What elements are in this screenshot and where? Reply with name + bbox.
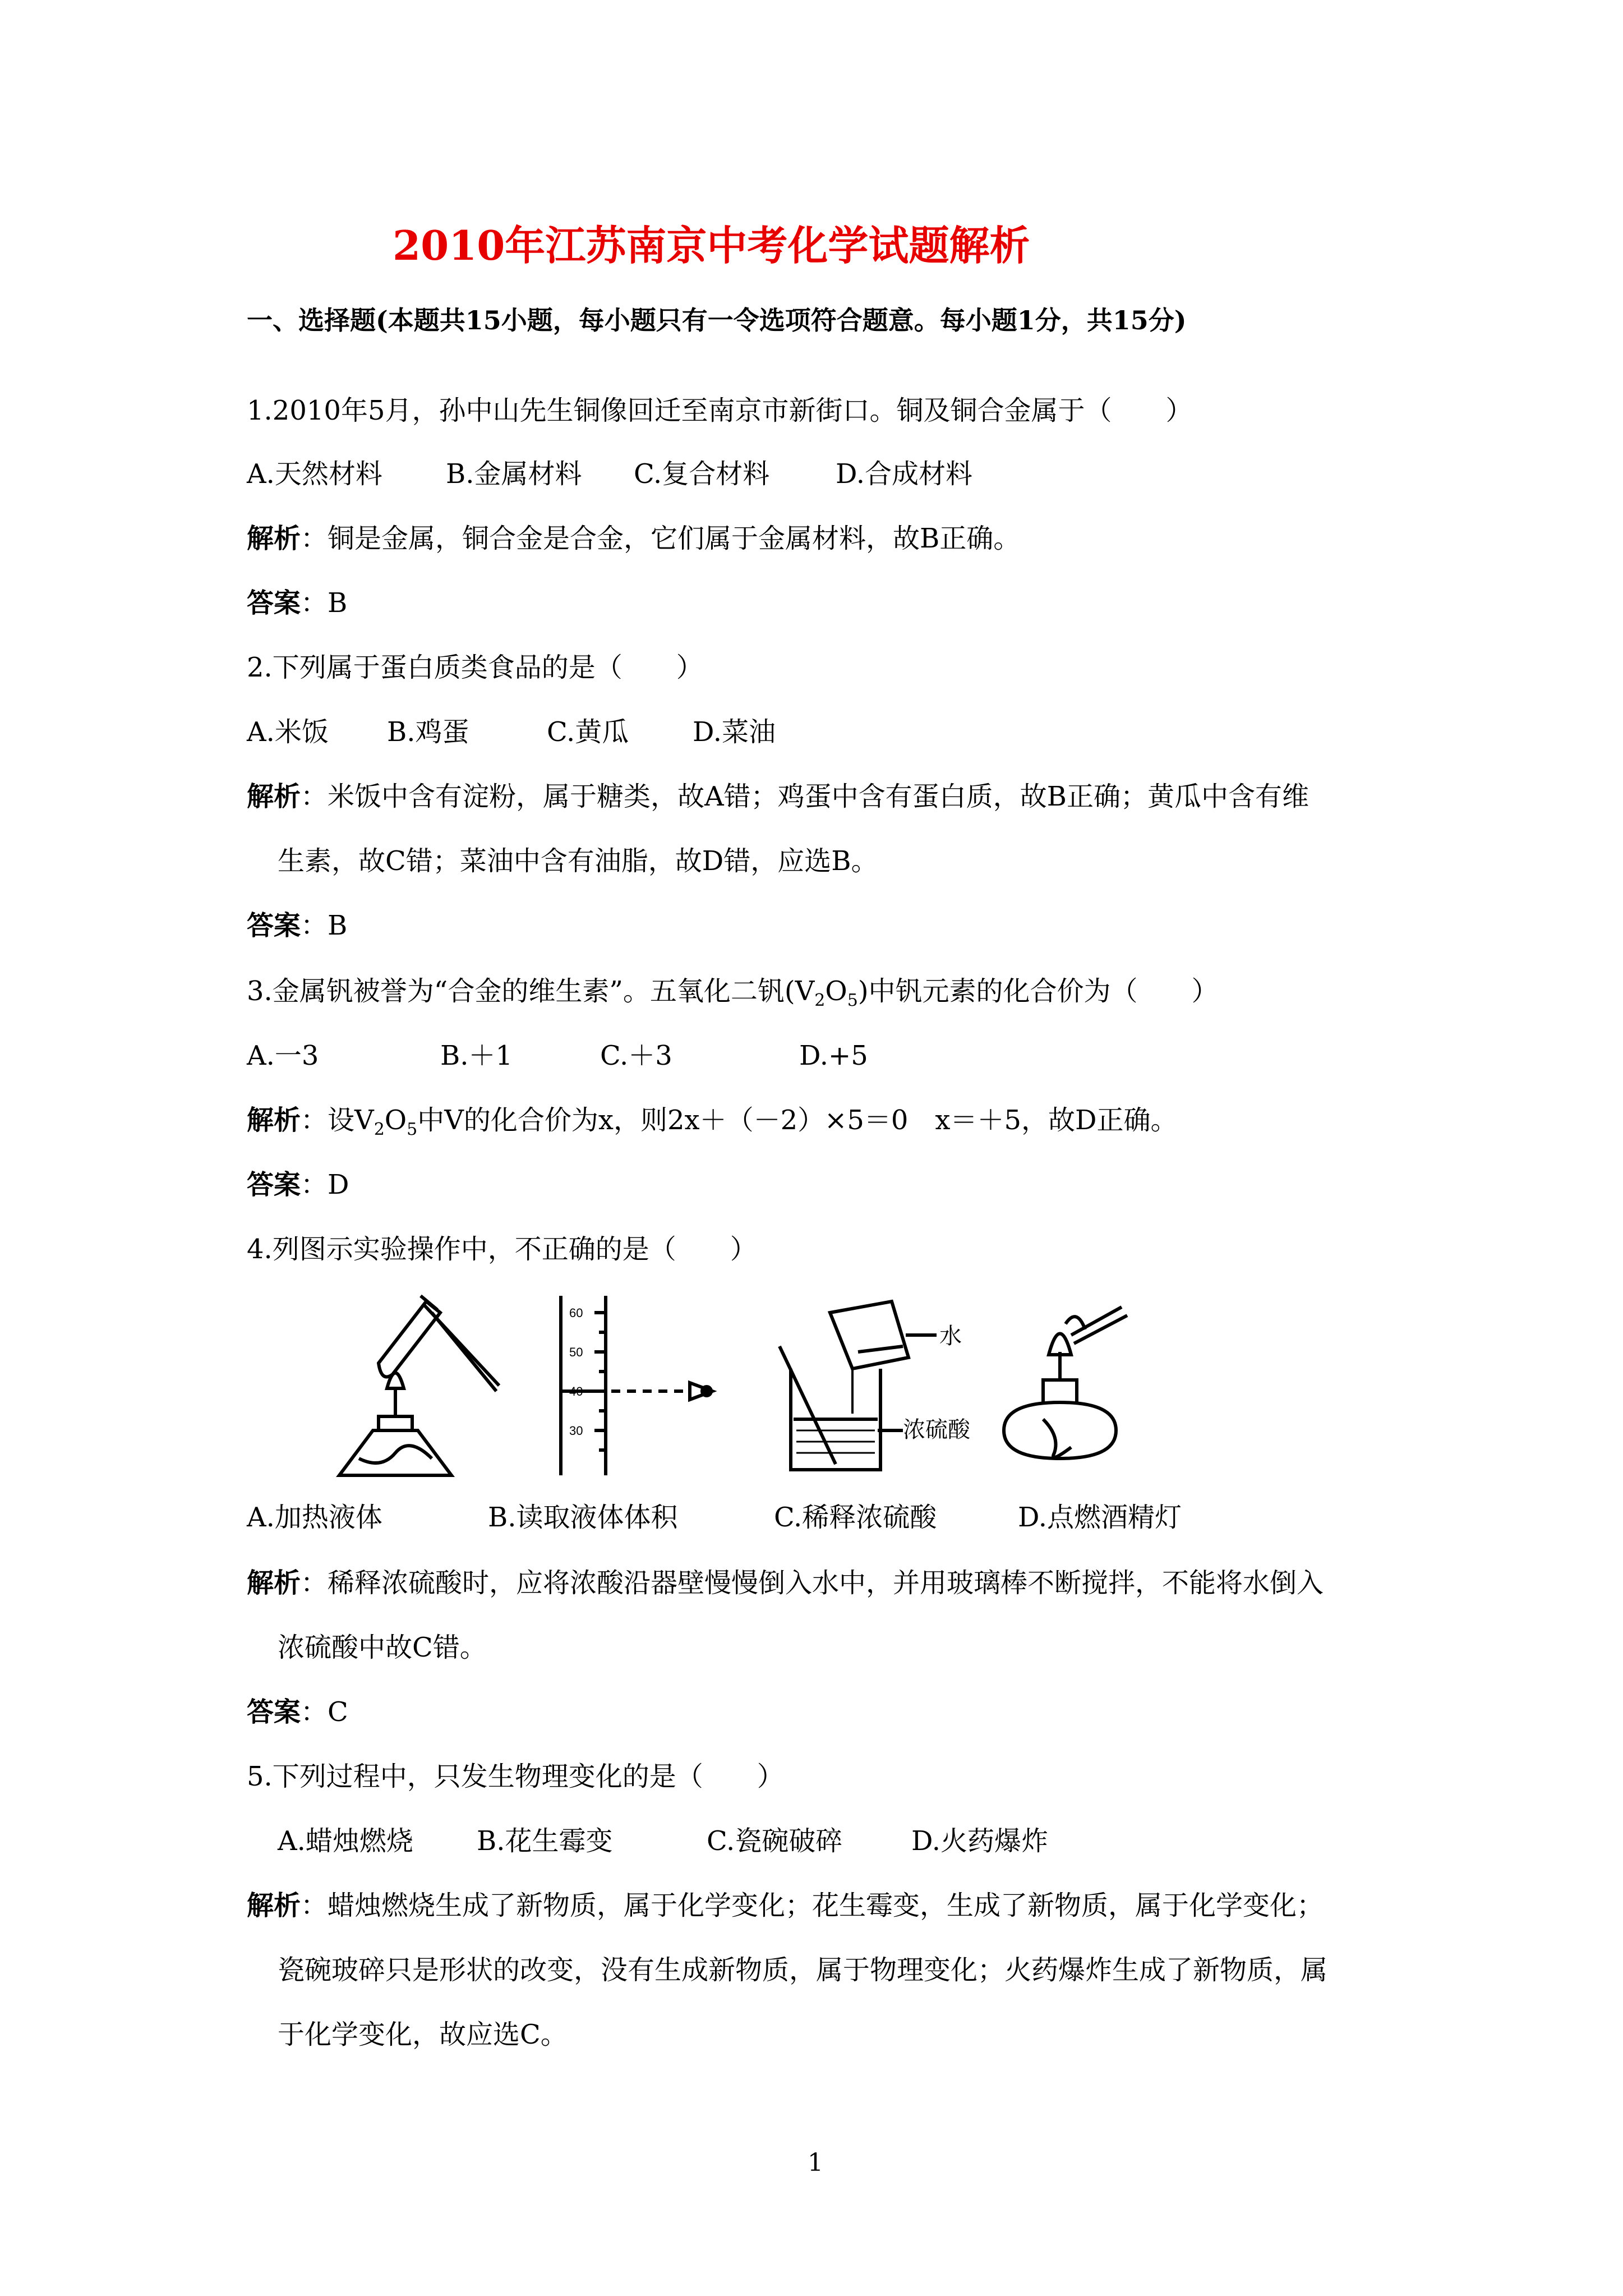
q3-stem: [247, 974, 1219, 1008]
q4-option-b: B.读取液体体积: [488, 1502, 678, 1533]
q4-option-c: C.稀释浓硫酸: [774, 1502, 937, 1533]
q5-option-d: D.火药爆炸: [911, 1825, 1049, 1857]
q2-option-a: A.米饭: [247, 716, 329, 748]
analysis-label: 解析: [247, 1567, 301, 1599]
fig-label-acid: 浓硫酸: [903, 1417, 970, 1443]
q5-analysis-line1: [247, 1889, 1324, 1922]
q3-sub-5: 5: [847, 991, 858, 1010]
fig-tick-30: 30: [569, 1424, 583, 1438]
analysis-label: 解析: [247, 523, 301, 554]
q5-analysis-line3: 于化学变化，故应选C。: [278, 2019, 568, 2050]
q5-stem: 5.下列过程中，只发生物理变化的是（ ）: [247, 1761, 784, 1792]
q4-analysis-line1: [247, 1566, 1324, 1600]
q3-answer-text: ：D: [301, 1169, 349, 1200]
page-number: 1: [808, 2148, 823, 2177]
q5-analysis-text-1: ：蜡烛燃烧生成了新物质，属于化学变化；花生霉变，生成了新物质，属于化学变化；: [301, 1890, 1324, 1921]
q1-stem: 1.2010年5月，孙中山先生铜像回迁至南京市新街口。铜及铜合金属于（ ）: [247, 395, 1193, 426]
q4-answer-text: ：C: [301, 1696, 348, 1728]
q3-stem-a: 3.金属钒被誉为“合金的维生素”。五氧化二钒(V: [247, 976, 815, 1007]
q4-answer: [247, 1695, 348, 1729]
q2-option-b: B.鸡蛋: [387, 716, 469, 748]
answer-label: 答案: [247, 1696, 301, 1728]
q3-analysis: [247, 1103, 1178, 1137]
q3-option-d: D.+5: [799, 1040, 868, 1071]
q4-stem: 4.列图示实验操作中，不正确的是（ ）: [247, 1234, 757, 1265]
q3-option-b: B.＋1: [440, 1040, 513, 1071]
q5-option-a: A.蜡烛燃烧: [278, 1825, 413, 1857]
fig-label-water: 水: [939, 1323, 962, 1349]
q3-option-a: A.一3: [247, 1040, 319, 1071]
q2-analysis-line1: [247, 780, 1309, 813]
analysis-label: 解析: [247, 781, 301, 812]
q1-analysis: [247, 522, 1020, 555]
q3-analysis-sub-2: 2: [374, 1120, 385, 1139]
fig-lighting-lamp: [987, 1290, 1144, 1481]
q1-option-a: A.天然材料: [247, 458, 382, 490]
q1-option-b: B.金属材料: [446, 458, 582, 490]
q1-option-d: D.合成材料: [836, 458, 973, 490]
q1-answer-text: ：B: [301, 587, 348, 619]
q4-analysis-text-1: ：稀释浓硫酸时，应将浓酸沿器壁慢慢倒入水中，并用玻璃棒不断搅拌，不能将水倒入: [301, 1567, 1324, 1599]
q2-answer-text: ：B: [301, 910, 348, 941]
q1-option-c: C.复合材料: [634, 458, 770, 490]
q3-sub-2: 2: [814, 991, 826, 1010]
analysis-label: 解析: [247, 1105, 301, 1136]
q2-option-d: D.菜油: [693, 716, 776, 748]
fig-tick-50: 50: [569, 1345, 583, 1359]
q2-option-c: C.黄瓜: [547, 716, 629, 748]
q1-analysis-text: ：铜是金属，铜合金是合金，它们属于金属材料，故B正确。: [301, 523, 1021, 554]
q3-analysis-a: ：设V: [301, 1105, 374, 1136]
q4-option-d: D.点燃酒精灯: [1018, 1502, 1182, 1533]
fig-tick-60: 60: [569, 1306, 583, 1320]
q4-option-a: A.加热液体: [247, 1502, 382, 1533]
q2-answer: [247, 909, 347, 942]
q2-analysis-line2: 生素，故C错；菜油中含有油脂，故D错，应选B。: [278, 845, 878, 877]
fig-diluting-acid: [768, 1290, 981, 1481]
q2-stem: 2.下列属于蛋白质类食品的是（ ）: [247, 652, 703, 683]
q1-answer: [247, 586, 347, 620]
answer-label: 答案: [247, 910, 301, 941]
q3-analysis-sub-5: 5: [407, 1120, 418, 1139]
q3-analysis-letter-o: O: [384, 1105, 407, 1136]
answer-label: 答案: [247, 1169, 301, 1200]
q3-analysis-b: 中V的化合价为x，则2x＋（－2）×5＝0 x＝＋5，故D正确。: [417, 1105, 1178, 1136]
page-title: 2010年江苏南京中考化学试题解析: [393, 222, 1030, 269]
q3-option-c: C.＋3: [600, 1040, 672, 1071]
section-heading: 一、选择题(本题共15小题，每小题只有一令选项符合题意。每小题1分，共15分): [247, 305, 1187, 335]
q3-answer: [247, 1168, 349, 1202]
q2-analysis-text-1: ：米饭中含有淀粉，属于糖类，故A错；鸡蛋中含有蛋白质，故B正确；黄瓜中含有维: [301, 781, 1309, 812]
q5-option-b: B.花生霉变: [477, 1825, 613, 1857]
fig-tick-40: 40: [569, 1384, 583, 1398]
q4-analysis-line2: 浓硫酸中故C错。: [278, 1632, 487, 1663]
analysis-label: 解析: [247, 1890, 301, 1921]
fig-reading-volume: [538, 1290, 751, 1481]
q5-analysis-line2: 瓷碗玻碎只是形状的改变，没有生成新物质，属于物理变化；火药爆炸生成了新物质，属: [278, 1954, 1328, 1986]
q3-stem-b: )中钒元素的化合价为（ ）: [857, 976, 1219, 1007]
fig-heating-liquid: [325, 1290, 527, 1481]
answer-label: 答案: [247, 587, 301, 619]
q4-figures: [303, 1290, 1116, 1492]
q5-option-c: C.瓷碗破碎: [707, 1825, 843, 1857]
q3-letter-o: O: [825, 976, 847, 1007]
